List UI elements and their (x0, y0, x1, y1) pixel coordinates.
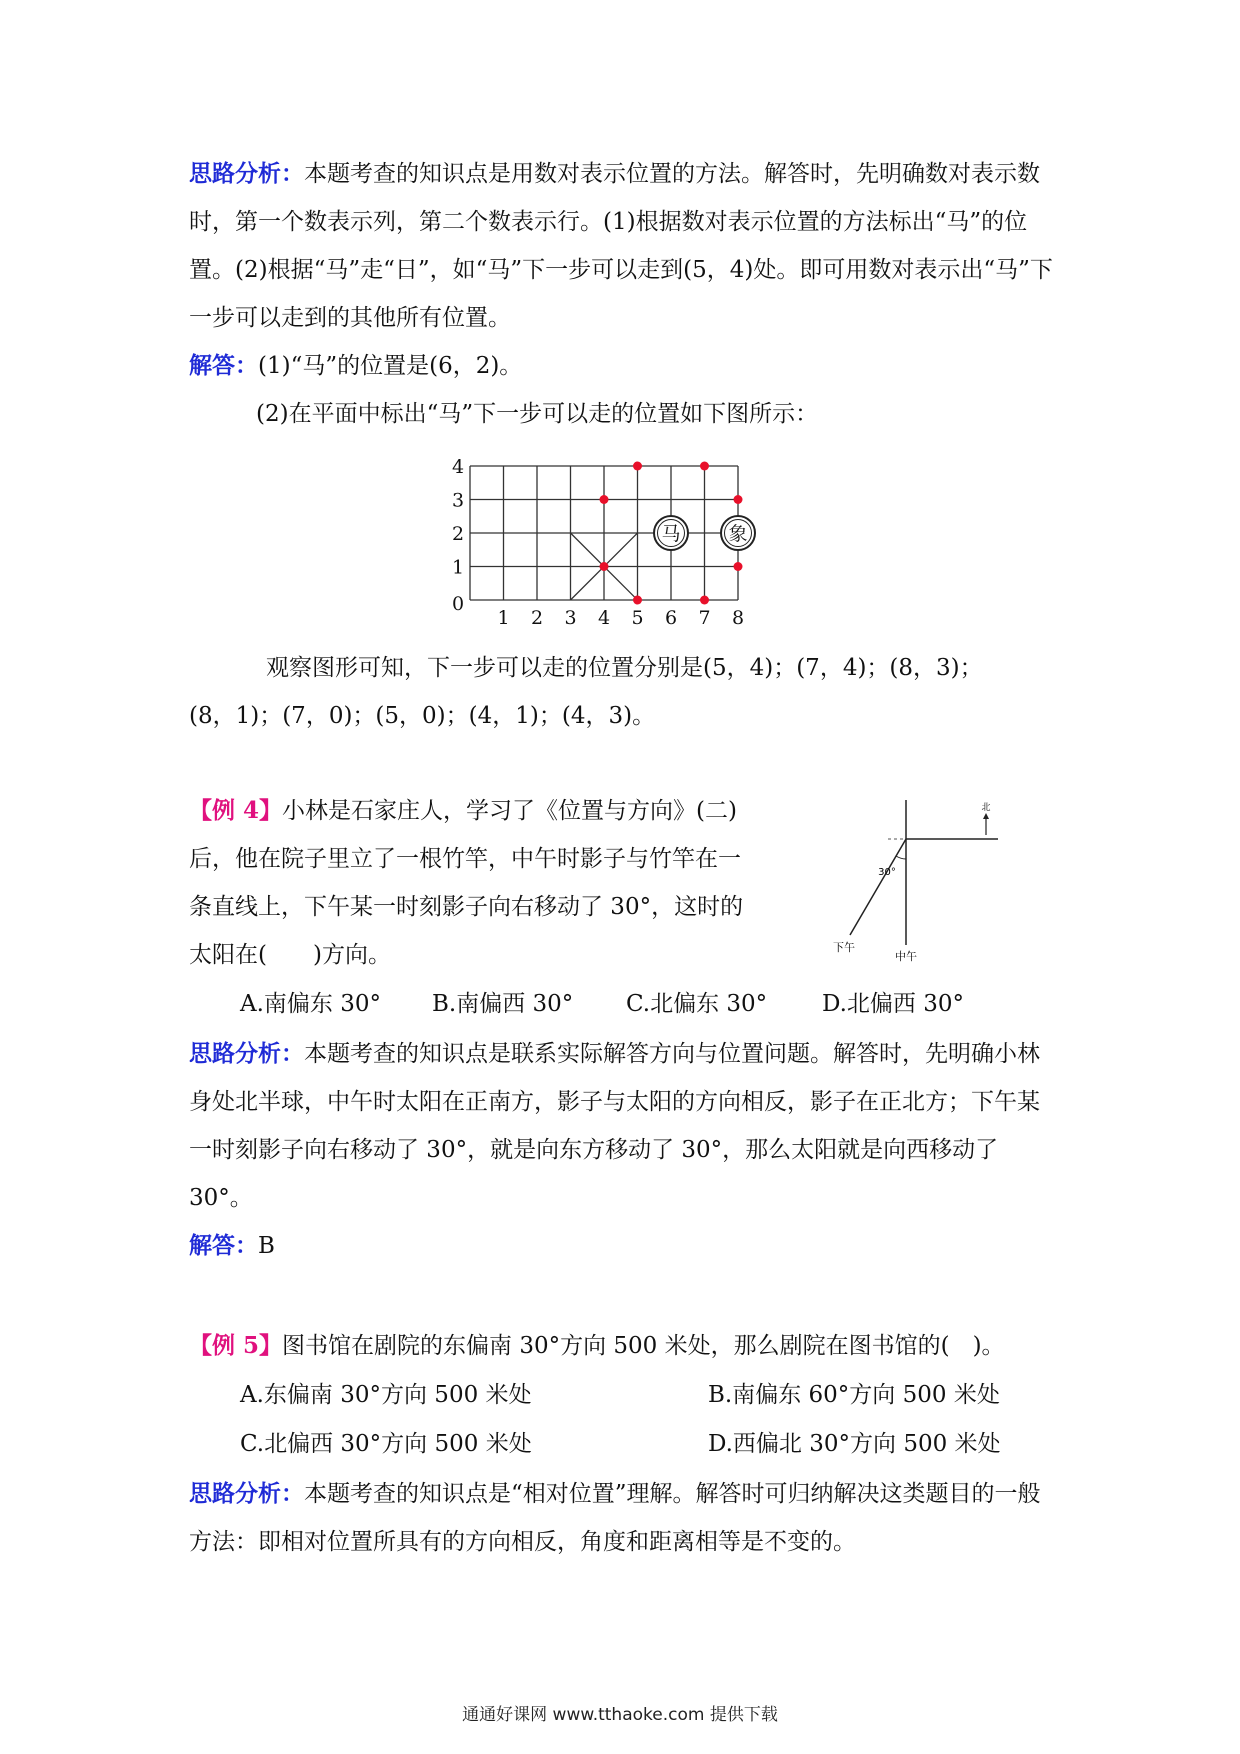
example-5-analysis (189, 1470, 1059, 1566)
example-4-option-a: A.南偏东 30° (240, 991, 381, 1017)
example-4-text-1: 小林是石家庄人，学习了《位置与方向》(二) (282, 798, 737, 824)
x-tick-label: 3 (564, 607, 577, 629)
possible-move-point (734, 562, 743, 571)
example-4-answer-label: 解答： (189, 1232, 258, 1259)
noon-label: 中午 (895, 950, 917, 963)
example-4-line-1 (189, 787, 737, 835)
example-5-analysis-text: 本题考查的知识点是“相对位置”理解。解答时可归纳解决这类题目的一般方法：即相对位置所具有的方向相反，角度和距离相等是不变的。 (189, 1481, 1041, 1555)
answer-label: 解答： (189, 352, 258, 379)
x-tick-label: 6 (664, 607, 678, 629)
possible-move-point (734, 495, 743, 504)
afternoon-label: 下午 (833, 941, 855, 954)
observe-line-2: (8，1)；(7，0)；(5，0)；(4，1)；(4，3)。 (189, 703, 656, 729)
y-tick-label: 1 (451, 556, 465, 579)
angle-label: 30° (878, 867, 896, 878)
x-tick-label: 1 (497, 607, 510, 629)
answer-text-1: (1)“马”的位置是(6，2)。 (258, 353, 523, 379)
x-tick-label: 5 (631, 607, 644, 629)
possible-move-point (633, 596, 642, 605)
possible-move-point (600, 562, 609, 571)
possible-move-point (633, 462, 642, 471)
afternoon-shadow-line (850, 839, 906, 935)
example-5-option-a: A.东偏南 30°方向 500 米处 (240, 1382, 532, 1408)
example-5-option-b: B.南偏东 60°方向 500 米处 (708, 1382, 1000, 1408)
example-5-analysis-label: 思路分析： (189, 1480, 304, 1507)
answer-line-2: (2)在平面中标出“马”下一步可以走的位置如下图所示： (256, 401, 819, 427)
example-4-line-2: 后，他在院子里立了一根竹竿，中午时影子与竹竿在一 (189, 846, 741, 872)
chess-piece-label: 马 (661, 523, 681, 545)
x-tick-label: 7 (698, 607, 711, 629)
angle-arc (896, 856, 906, 859)
example-5-option-d: D.西偏北 30°方向 500 米处 (708, 1431, 1001, 1457)
example-4-answer (189, 1222, 275, 1270)
y-tick-label: 0 (451, 593, 465, 615)
observe-line-1: 观察图形可知，下一步可以走的位置分别是(5，4)；(7，4)；(8，3)； (266, 655, 983, 681)
x-tick-label: 8 (731, 607, 745, 629)
example-4-analysis-text: 本题考查的知识点是联系实际解答方向与位置问题。解答时，先明确小林身处北半球，中午时太阳在正南方，影子与太阳的方向相反，影子在正北方；下午某一时刻影子向右移动了 30°，就是向东方移动了 30°，那么太阳就是向西移动了 30°。 (189, 1041, 1040, 1211)
example-4-answer-value: B (258, 1233, 275, 1259)
example-4-line-4: 太阳在( )方向。 (189, 942, 391, 968)
x-tick-label: 4 (597, 607, 611, 629)
possible-move-point (600, 495, 609, 504)
example-4-option-c: C.北偏东 30° (626, 991, 768, 1017)
page-footer: 通通好课网 www.tthaoke.com 提供下载 (462, 1705, 778, 1725)
example-4-option-b: B.南偏西 30° (432, 991, 574, 1017)
possible-move-point (700, 596, 709, 605)
y-tick-label: 2 (451, 523, 465, 545)
north-arrowhead-icon (983, 813, 989, 819)
north-label: 北 (981, 803, 991, 813)
example-4-tag: 【例 4】 (189, 797, 283, 824)
y-tick-label: 4 (451, 456, 465, 478)
example-4-option-d: D.北偏西 30° (822, 991, 965, 1017)
example-5-text: 图书馆在剧院的东偏南 30°方向 500 米处，那么剧院在图书馆的( )。 (282, 1333, 1005, 1359)
example-5-option-c: C.北偏西 30°方向 500 米处 (240, 1431, 532, 1457)
shadow-direction-figure (820, 795, 1020, 970)
analysis-text: 本题考查的知识点是用数对表示位置的方法。解答时，先明确数对表示数时，第一个数表示列，第二个数表示行。(1)根据数对表示位置的方法标出“马”的位置。(2)根据“马”走“日”，如“马”下一步可以走到(5，4)处。即可用数对表示出“马”下一步可以走到的其他所有位置。 (189, 161, 1053, 331)
possible-move-point (700, 462, 709, 471)
example-5-question (189, 1322, 1005, 1370)
x-tick-label: 2 (530, 607, 544, 629)
chess-piece-label: 象 (728, 523, 748, 545)
y-tick-label: 3 (451, 489, 465, 512)
example-4-analysis-label: 思路分析： (189, 1040, 304, 1067)
example-4-line-3: 条直线上，下午某一时刻影子向右移动了 30°，这时的 (189, 894, 744, 920)
example-5-tag: 【例 5】 (189, 1332, 283, 1359)
example-4-analysis (189, 1030, 1059, 1222)
analysis-label: 思路分析： (189, 160, 304, 187)
